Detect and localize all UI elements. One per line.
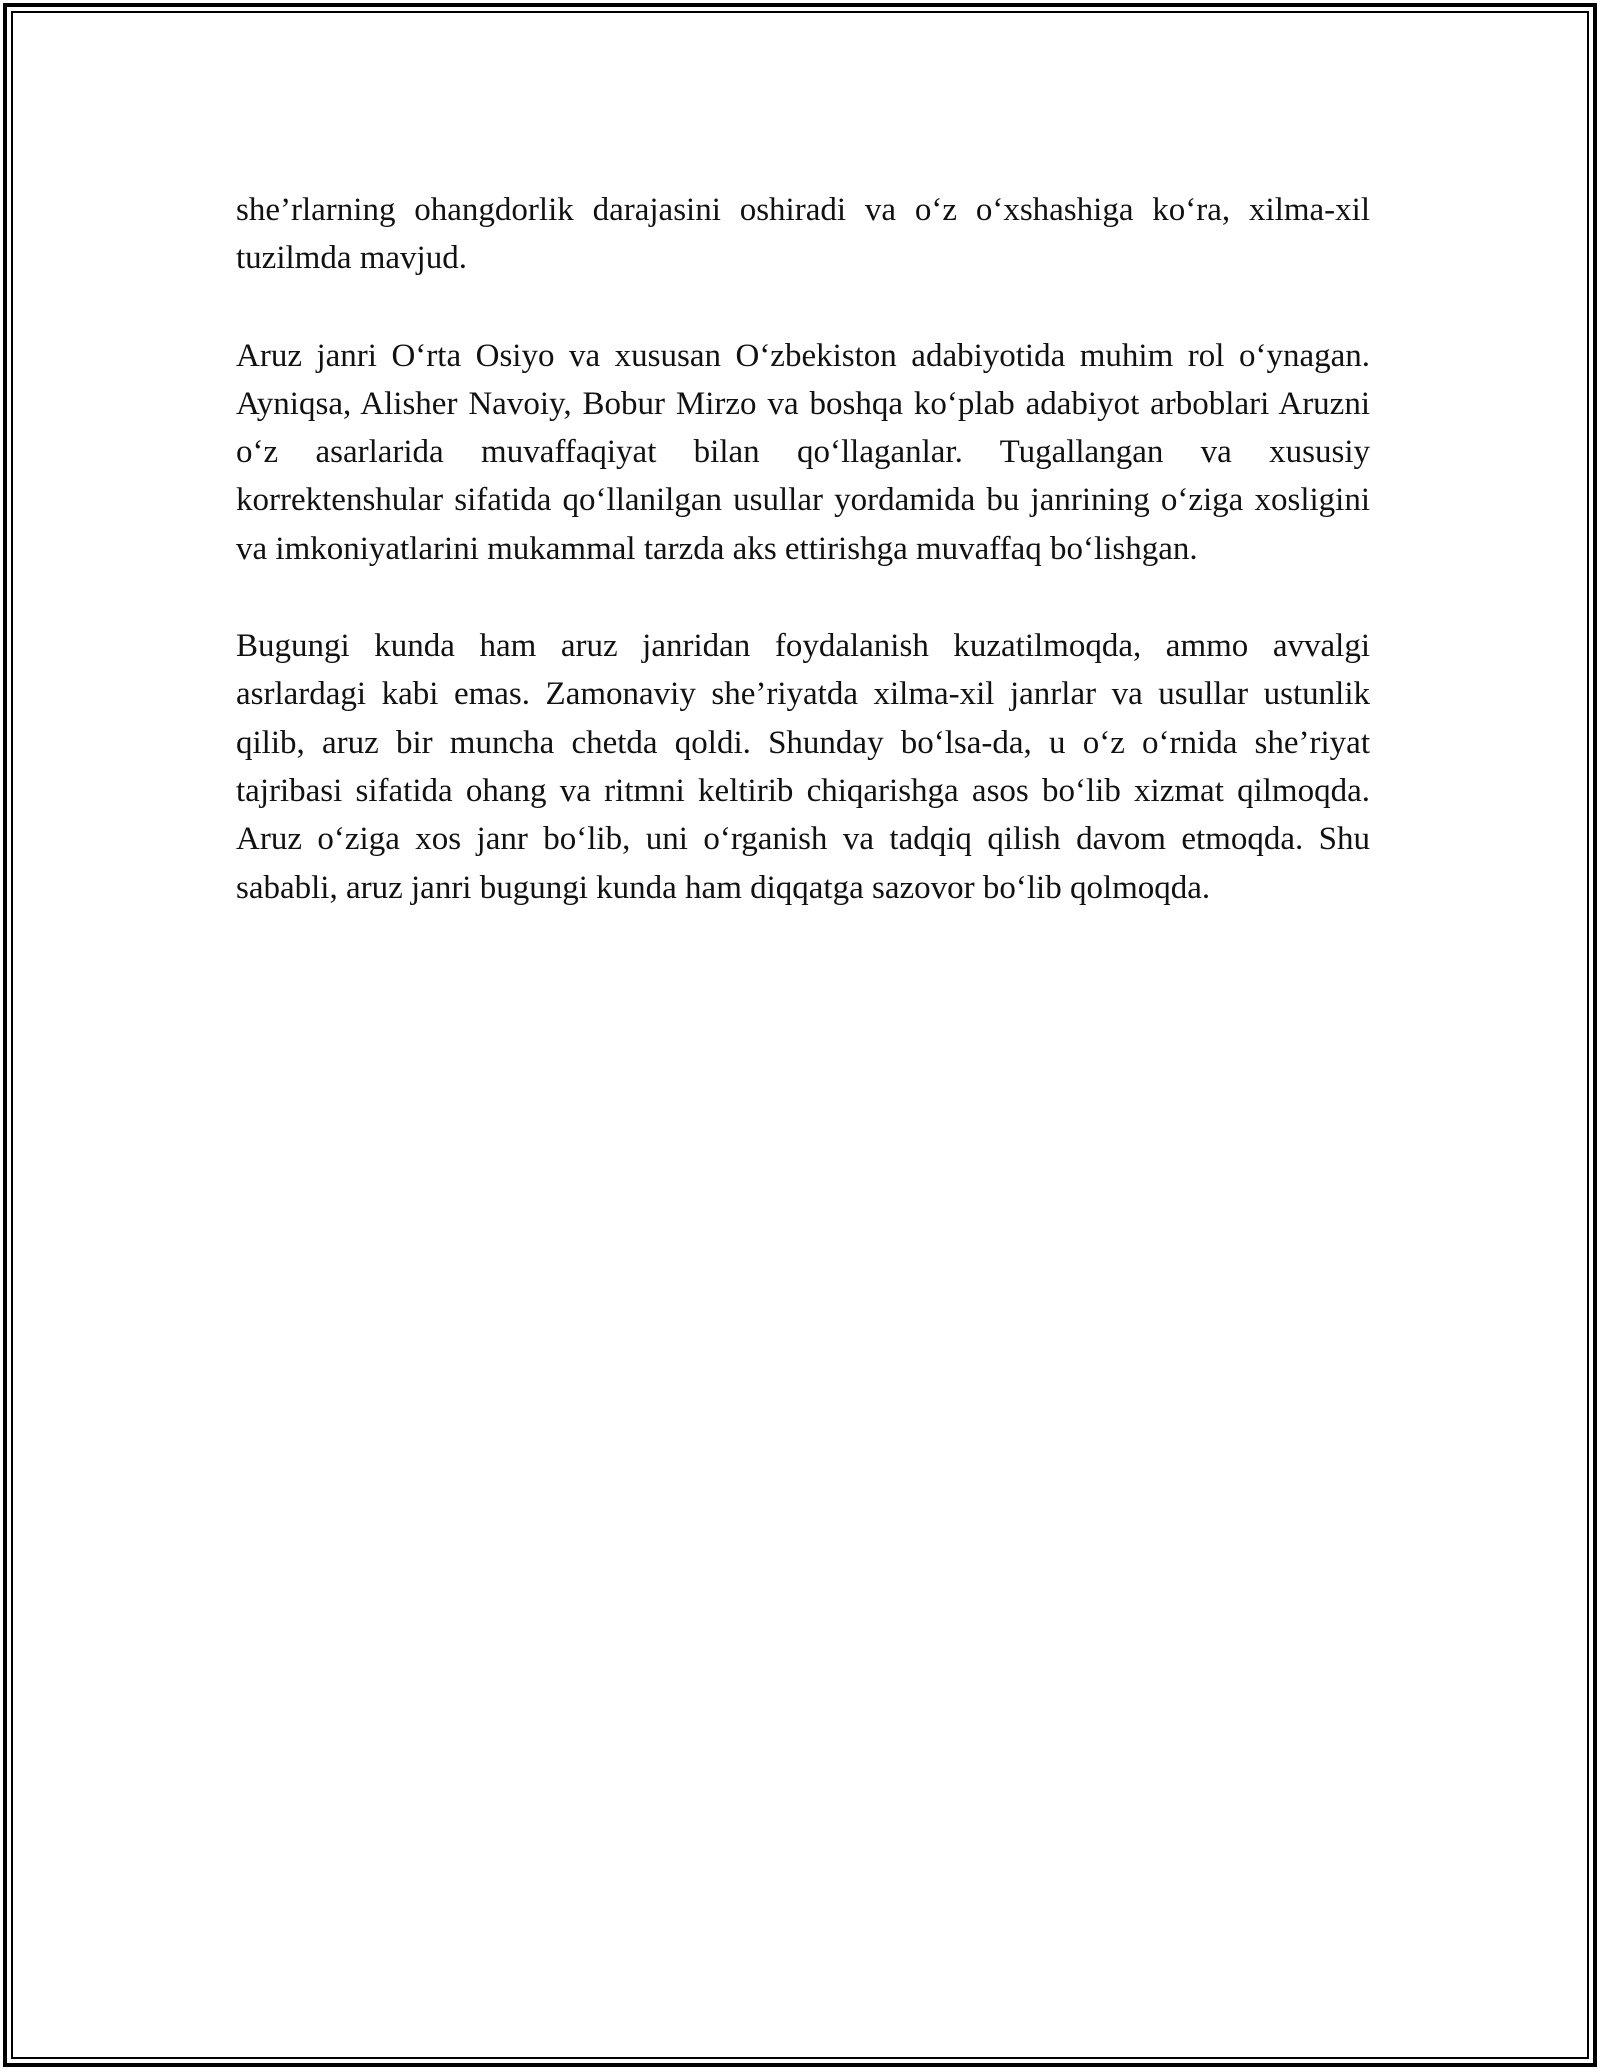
document-body xyxy=(236,186,1370,961)
paragraph-1: she’rlarning ohangdorlik darajasini oshiradi va o‘z o‘xshashiga ko‘ra, xilma-xil tuzilmda mavjud. xyxy=(236,192,1370,277)
paragraph-3: Bugungi kunda ham aruz janridan foydalanish kuzatilmoqda, ammo avvalgi asrlardagi kabi emas. Zamonaviy she’riyatda xilma-xil janrlar va usullar ustunlik qilib, aruz bir muncha chetda qoldi. Shunday bo‘lsa-da, u o‘z o‘rnida she’riyat tajribasi sifatida ohang va ritmni keltirib chiqarishga asos bo‘lib xizmat qilmoqda. Aruz o‘ziga xos janr bo‘lib, uni o‘rganish va tadqiq qilish davom etmoqda. Shu sababli, aruz janri bugungi kunda ham diqqatga sazovor bo‘lib qolmoqda. xyxy=(236,628,1370,906)
paragraph-2: Aruz janri O‘rta Osiyo va xususan O‘zbekiston adabiyotida muhim rol o‘ynagan. Ayniqsa, Alisher Navoiy, Bobur Mirzo va boshqa ko‘plab adabiyot arboblari Aruzni o‘z asarlarida muvaffaqiyat bilan qo‘llaganlar. Tugallangan va xususiy korrektenshular sifatida qo‘llanilgan usullar yordamida bu janrining o‘ziga xosligini va imkoniyatlarini mukammal tarzda aks ettirishga muvaffaq bo‘lishgan. xyxy=(236,337,1370,567)
